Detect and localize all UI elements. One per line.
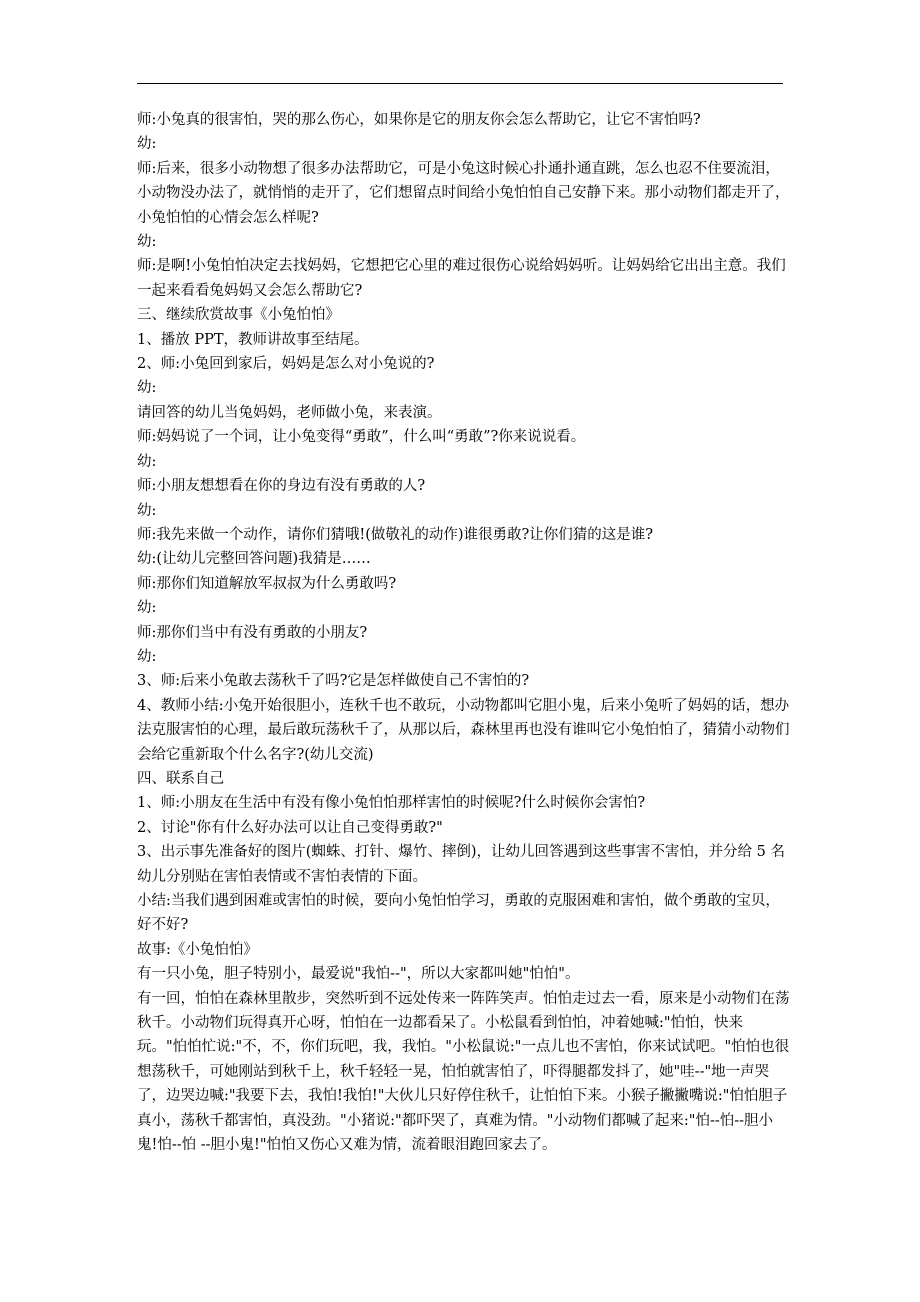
paragraph: 幼:	[137, 453, 157, 470]
header-rule	[137, 83, 783, 84]
paragraph: 幼:	[137, 380, 157, 397]
section-heading: 三、继续欣赏故事《小兔怕怕》	[137, 307, 340, 324]
paragraph: 幼:	[137, 234, 157, 251]
paragraph: 有一只小兔，胆子特别小，最爱说"我怕--"，所以大家都叫她"怕怕"。	[137, 966, 580, 983]
paragraph: 2、讨论"你有什么好办法可以让自己变得勇敢?"	[137, 819, 443, 836]
paragraph: 1、师:小朋友在生活中有没有像小兔怕怕那样害怕的时候呢?什么时候你会害怕?	[137, 795, 646, 812]
paragraph: 师:小兔真的很害怕，哭的那么伤心，如果你是它的朋友你会怎么帮助它，让它不害怕吗?	[137, 112, 701, 128]
paragraph: 3、出示事先准备好的图片(蜘蛛、打针、爆竹、摔倒)，让幼儿回答遇到这些事害不害怕，并分给 5 名幼儿分别贴在害怕表情或不害怕表情的下面。	[137, 844, 785, 885]
paragraph: 幼:(让幼儿完整回答问题)我猜是……	[137, 551, 371, 568]
story-title: 故事:《小兔怕怕》	[137, 941, 258, 958]
paragraph: 师:小朋友想想看在你的身边有没有勇敢的人?	[137, 478, 426, 495]
paragraph: 幼:	[137, 502, 157, 519]
paragraph: 师:那你们知道解放军叔叔为什么勇敢吗?	[137, 575, 397, 592]
paragraph: 小结:当我们遇到困难或害怕的时候，要向小兔怕怕学习，勇敢的克服困难和害怕，做个勇敢的宝贝，好不好?	[137, 893, 780, 934]
paragraph: 有一回，怕怕在森林里散步，突然听到不远处传来一阵阵笑声。怕怕走过去一看，原来是小动物们在荡秋千。小动物们玩得真开心呀，怕怕在一边都看呆了。小松鼠看到怕怕，冲着她喊:"怕怕，快来玩。"怕怕忙说:"不，不，你们玩吧，我，我怕。"小松鼠说:"一点儿也不害怕，你来试试吧。"怕怕也很想荡秋千，可她刚站到秋千上，秋千轻轻一晃，怕怕就害怕了，吓得腿都发抖了，她"哇--"地一声哭了，边哭边喊:"我要下去，我怕!我怕!"大伙儿只好停住秋千，让怕怕下来。小猴子撇撇嘴说:"怕怕胆子真小，荡秋千都害怕，真没劲。"小猪说:"都吓哭了，真难为情。"小动物们都喊了起来:"怕--怕--胆小鬼!怕--怕 --胆小鬼!"怕怕又伤心又难为情，流着眼泪跑回家去了。	[137, 990, 790, 1154]
paragraph: 师:那你们当中有没有勇敢的小朋友?	[137, 624, 368, 641]
section-heading: 四、联系自己	[137, 770, 224, 787]
paragraph: 请回答的幼儿当兔妈妈，老师做小兔，来表演。	[137, 404, 442, 421]
paragraph: 1、播放 PPT，教师讲故事至结尾。	[137, 331, 369, 348]
paragraph: 幼:	[137, 648, 157, 665]
document-body	[137, 108, 791, 1157]
paragraph: 师:后来，很多小动物想了很多办法帮助它，可是小兔这时候心扑通扑通直跳，怎么也忍不住要流泪，小动物没办法了，就悄悄的走开了，它们想留点时间给小兔怕怕自己安静下来。那小动物们都走开了，小兔怕怕的心情会怎么样呢?	[137, 160, 790, 226]
paragraph: 师:是啊!小兔怕怕决定去找妈妈，它想把它心里的难过很伤心说给妈妈听。让妈妈给它出出主意。我们一起来看看兔妈妈又会怎么帮助它?	[137, 258, 786, 299]
paragraph: 幼:	[137, 600, 157, 617]
paragraph: 师:我先来做一个动作，请你们猜哦!(做敬礼的动作)谁很勇敢?让你们猜的这是谁?	[137, 526, 654, 543]
paragraph: 3、师:后来小兔敢去荡秋千了吗?它是怎样做使自己不害怕的?	[137, 673, 530, 690]
paragraph: 幼:	[137, 136, 157, 153]
paragraph: 4、教师小结:小兔开始很胆小，连秋千也不敢玩，小动物都叫它胆小鬼，后来小兔听了妈妈的话，想办法克服害怕的心理，最后敢玩荡秋千了，从那以后，森林里再也没有谁叫它小兔怕怕了，猜猜小动物们会给它重新取个什么名字?(幼儿交流)	[137, 697, 790, 763]
paragraph: 师:妈妈说了一个词，让小兔变得“勇敢”，什么叫“勇敢”?你来说说看。	[137, 429, 586, 446]
paragraph: 2、师:小兔回到家后，妈妈是怎么对小兔说的?	[137, 356, 435, 373]
